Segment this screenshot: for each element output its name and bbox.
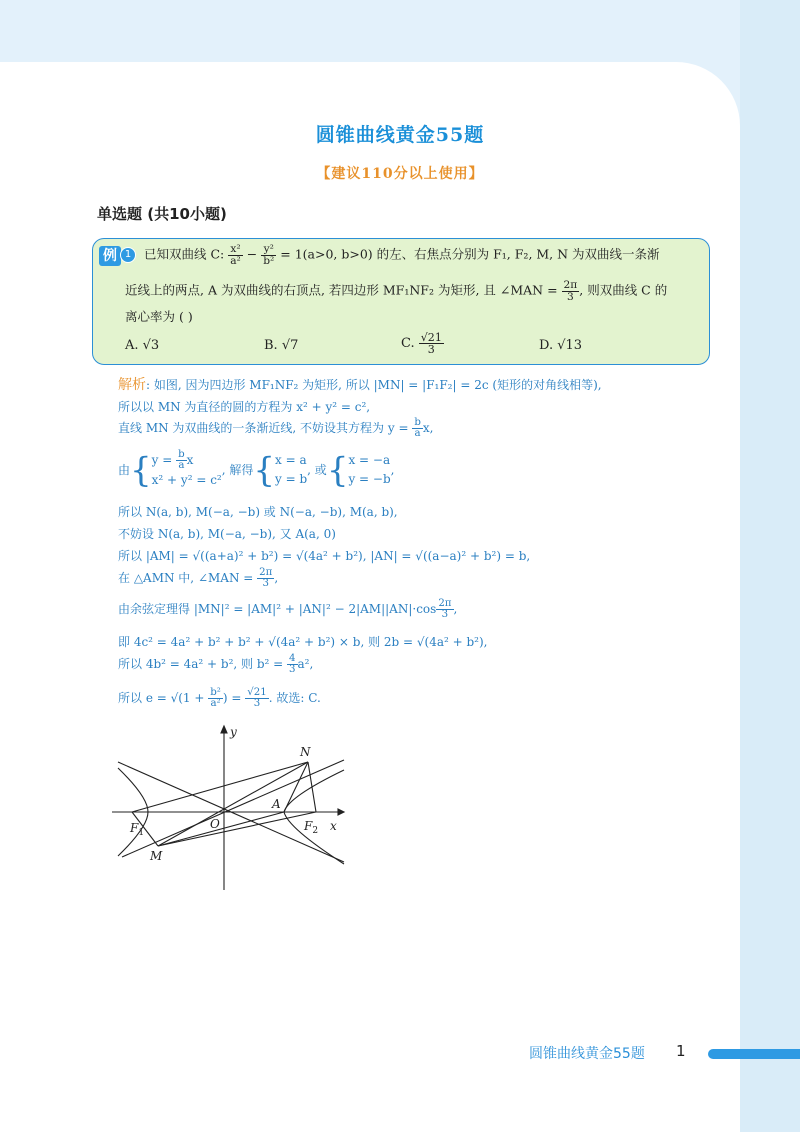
option-a: A. √3 — [125, 338, 160, 353]
fraction-y2-b2: $\frac{\text{y²}}{\text{b²}}$ — [263, 242, 275, 267]
page-subtitle: 【建议110分以上使用】 — [316, 166, 484, 182]
page-title: 圆锥曲线黄金55题 — [315, 124, 485, 146]
solution-line-12: 所以 e = √(1 + $\frac{\text{b²}}{\text{a²}}$ ) = $\frac{√21}{3}$ . 故选: C. — [118, 687, 321, 710]
solution-line-2: 所以以 MN 为直径的圆的方程为 x² + y² = c², — [118, 400, 371, 414]
footer-accent-bar — [708, 1049, 800, 1059]
footer-title: 圆锥曲线黄金55题 — [529, 1046, 645, 1062]
y-axis-arrow — [221, 726, 227, 733]
label-f1: $F_1$ — [130, 821, 145, 838]
example-number: 1 — [120, 247, 136, 263]
solution-line-11: 所以 4b² = 4a² + b², 则 b² = $\frac{4}{3}$ a², — [118, 653, 314, 676]
solution-label: 解析 — [118, 377, 146, 393]
segment-a-n — [284, 762, 308, 812]
label-x: x — [330, 819, 337, 833]
example-badge: 例 — [99, 246, 121, 266]
label-m: M — [150, 849, 163, 863]
solution-line-9: 由余弦定理得 |MN|² = |AM|² + |AN|² − 2|AM||AN|·cos $\frac{2\pi}{3}$ , — [118, 598, 458, 621]
segment-mn — [158, 762, 308, 846]
fraction-x2-a2: $\frac{\text{x²}}{\text{a²}}$ — [230, 242, 241, 267]
segment-m-f2 — [158, 812, 319, 846]
solution-line-10: 即 4c² = 4a² + b² + b² + √(4a² + b²) × b, 则 2b = √(4a² + b²), — [118, 635, 488, 649]
option-b: B. √7 — [264, 338, 299, 353]
fraction-angle: $\frac{2\pi}{3}$ — [563, 278, 578, 303]
solution-line-7: 所以 |AM| = √((a+a)² + b²) = √(4a² + b²), |AN| = √((a−a)² + b²) = b, — [118, 549, 531, 563]
page-number: 1 — [676, 1042, 686, 1060]
solution-line-5: 所以 N(a, b), M(−a, −b) 或 N(−a, −b), M(a, b), — [118, 505, 398, 519]
solution-line-6: 不妨设 N(a, b), M(−a, −b), 又 A(a, 0) — [118, 527, 336, 541]
solution-line-4: 由{ y = $\frac{b}{a}$ x x² + y² = c² , 解得{ x = a y = b , 或{ x = −a y = −b , — [118, 449, 395, 491]
label-y: y — [230, 725, 237, 739]
label-origin: O — [210, 817, 220, 831]
hyperbola-figure — [112, 722, 352, 894]
option-c: C. $\frac{√21}{3}$ — [401, 331, 442, 357]
segment-n-f2 — [308, 762, 316, 812]
section-heading: 单选题 (共10小题) — [97, 205, 227, 223]
solution-line-3: 直线 MN 为双曲线的一条渐近线, 不妨设其方程为 y = $\frac{b}{a}$ x, — [118, 417, 434, 440]
label-a: A — [272, 797, 281, 811]
option-d: D. √13 — [539, 338, 583, 353]
question-line-3: 离心率为 ( ) — [125, 309, 193, 324]
label-n: N — [300, 745, 311, 759]
question-line-2: 近线上的两点, A 为双曲线的右顶点, 若四边形 MF₁NF₂ 为矩形, 且 ∠MAN = $\frac{2\pi}{3}$ , 则双曲线 C 的 — [125, 278, 668, 303]
x-axis-arrow — [338, 809, 344, 815]
solution-line-1: 解析: 如图, 因为四边形 MF₁NF₂ 为矩形, 所以 |MN| = |F₁F₂| = 2c (矩形的对角线相等), — [118, 377, 602, 393]
segment-m-a — [158, 812, 284, 846]
solution-line-8: 在 △AMN 中, ∠MAN = $\frac{2\pi}{3}$ , — [118, 567, 279, 590]
label-f2: $F_2$ — [304, 819, 319, 836]
question-line-1: 已知双曲线 C: $\frac{\text{x²}}{\text{a²}}$ − $\frac{\text{y²}}{\text{b²}}$ = 1(a>0, b>0) 的左、右焦点分别为 F₁, F₂, M, N 为双曲线一条渐 — [144, 242, 660, 267]
